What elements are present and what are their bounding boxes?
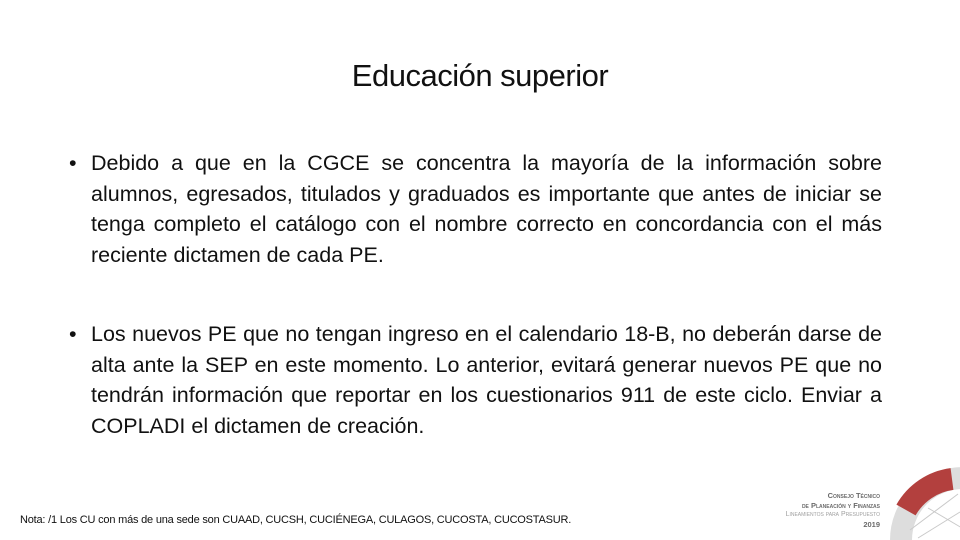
bullet-text: Debido a que en la CGCE se concentra la mayoría de la información sobre alumnos, egresados, titulados y graduados es importante que antes de iniciar se tenga completo el catálogo con el nombre correcto en concordancia con el más reciente dictamen de cada PE. [91,151,882,267]
logo-line [918,512,960,538]
bullet-item [64,148,882,270]
logo-text [764,491,880,529]
logo-accent-arc [906,479,952,510]
logo-line-3: Lineamientos para Presupuesto [785,511,880,518]
bullet-marker: • [69,151,77,175]
slide-title: Educación superior [351,58,609,93]
bullet-item [64,319,882,441]
bullet-marker: • [69,322,77,346]
bullet-list [64,148,882,441]
bullet-text: Los nuevos PE que no tengan ingreso en el calendario 18-B, no deberán darse de alta ante la SEP en este momento. Lo anterior, evitará generar nuevos PE que no tendrán información que reportar en los cuestionarios 911 de este ciclo. Enviar a COPLADI el dictamen de creación. [91,322,882,438]
logo-line [928,508,960,528]
logo-emblem-icon [888,462,960,540]
logo-line-1: Consejo Técnico [827,491,880,500]
logo-year: 2019 [863,519,880,529]
footnote: Nota: /1 Los CU con más de una sede son CUAAD, CUCSH, CUCIÉNEGA, CULAGOS, CUCOSTA, CUCOSTASUR. [20,514,572,526]
logo-line-2: de Planeación y Finanzas [801,500,880,510]
